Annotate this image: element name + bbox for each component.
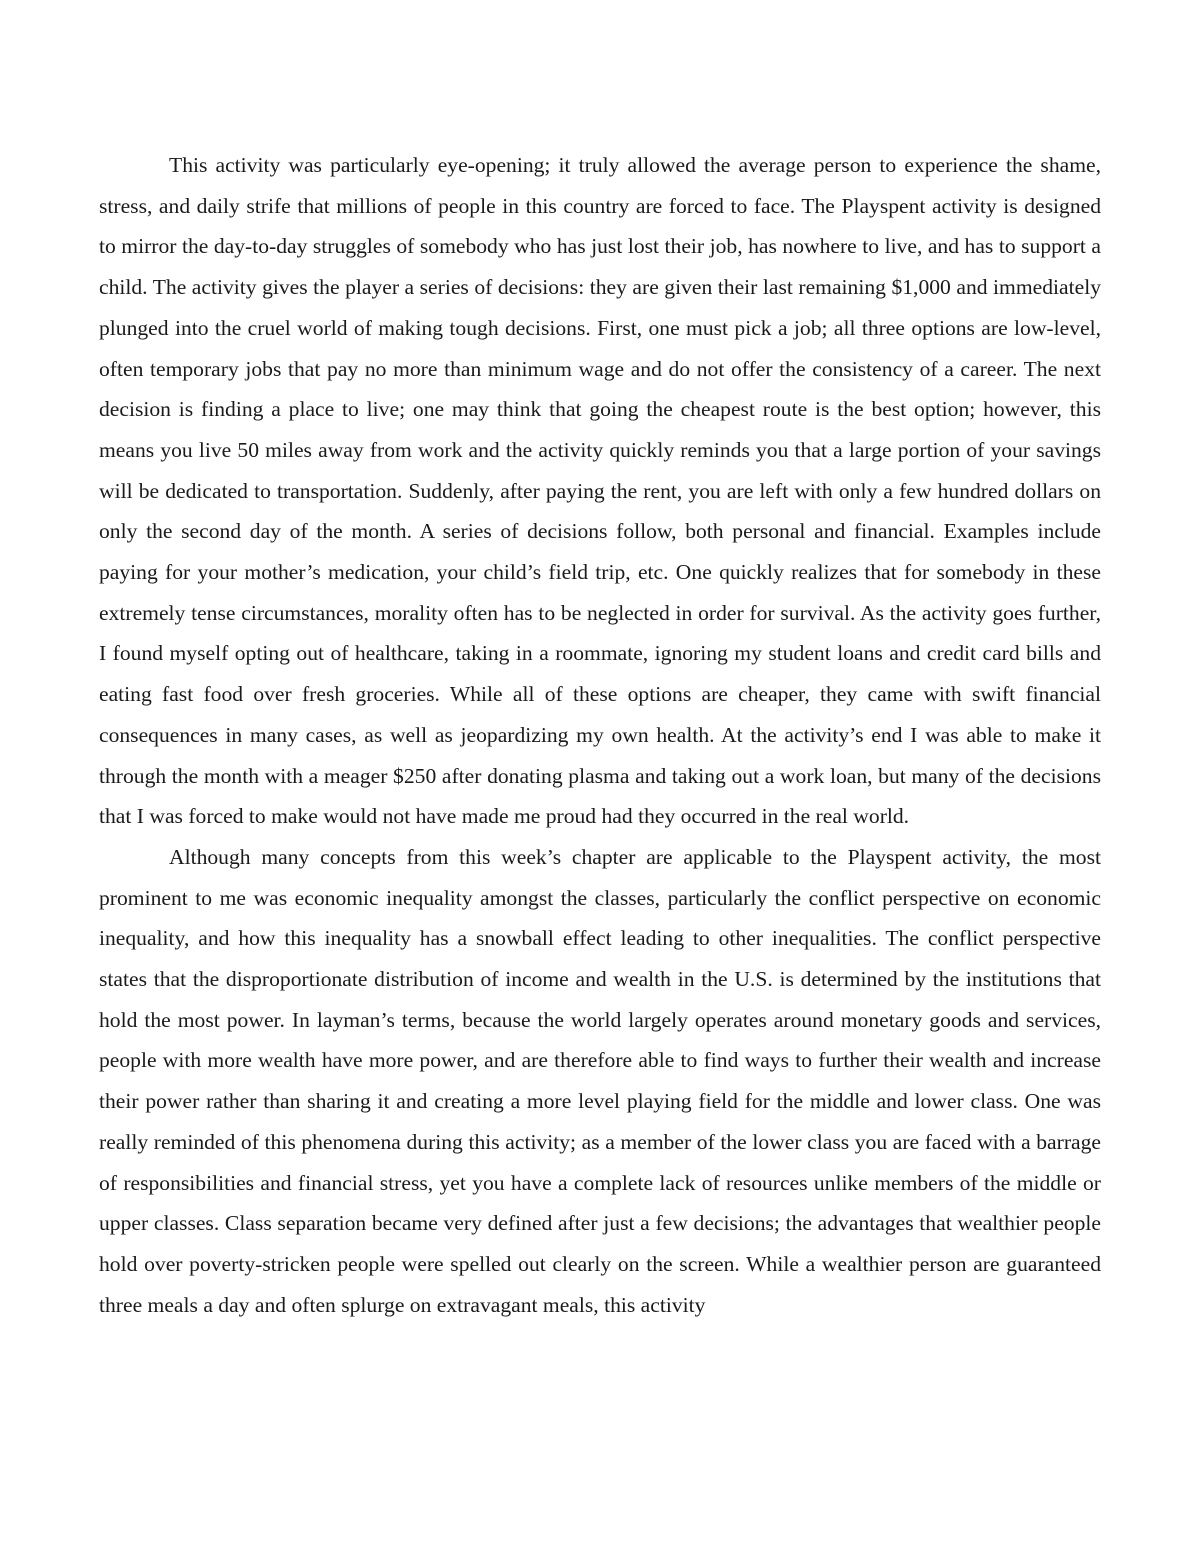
paragraph-2: Although many concepts from this week’s chapter are applicable to the Playspent activity, the most prominent to me was economic inequality amongst the classes, particularly the conflict perspective on economic inequality, and how this inequality has a snowball effect leading to other inequalities. The conflict perspective states that the disproportionate distribution of income and wealth in the U.S. is determined by the institutions that hold the most power. In layman’s terms, because the world largely operates around monetary goods and services, people with more wealth have more power, and are therefore able to find ways to further their wealth and increase their power rather than sharing it and creating a more level playing field for the middle and lower class. One was really reminded of this phenomena during this activity; as a member of the lower class you are faced with a barrage of responsibilities and financial stress, yet you have a complete lack of resources unlike members of the middle or upper classes. Class separation became very defined after just a few decisions; the advantages that wealthier people hold over poverty-stricken people were spelled out clearly on the screen. While a wealthier person are guaranteed three meals a day and often splurge on extravagant meals, this activity bbox=[99, 844, 1101, 1317]
paragraph-1: This activity was particularly eye-opening; it truly allowed the average person to experience the shame, stress, and daily strife that millions of people in this country are forced to face. The Playspent activity is designed to mirror the day-to-day struggles of somebody who has just lost their job, has nowhere to live, and has to support a child. The activity gives the player a series of decisions: they are given their last remaining $1,000 and immediately plunged into the cruel world of making tough decisions. First, one must pick a job; all three options are low-level, often temporary jobs that pay no more than minimum wage and do not offer the consistency of a career. The next decision is finding a place to live; one may think that going the cheapest route is the best option; however, this means you live 50 miles away from work and the activity quickly reminds you that a large portion of your savings will be dedicated to transportation. Suddenly, after paying the rent, you are left with only a few hundred dollars on only the second day of the month. A series of decisions follow, both personal and financial. Examples include paying for your mother’s medication, your child’s field trip, etc. One quickly realizes that for somebody in these extremely tense circumstances, morality often has to be neglected in order for survival. As the activity goes further, I found myself opting out of healthcare, taking in a roommate, ignoring my student loans and credit card bills and eating fast food over fresh groceries. While all of these options are cheaper, they came with swift financial consequences in many cases, as well as jeopardizing my own health. At the activity’s end I was able to make it through the month with a meager $250 after donating plasma and taking out a work loan, but many of the decisions that I was forced to make would not have made me proud had they occurred in the real world. bbox=[99, 153, 1101, 829]
document-body bbox=[99, 145, 1101, 1325]
